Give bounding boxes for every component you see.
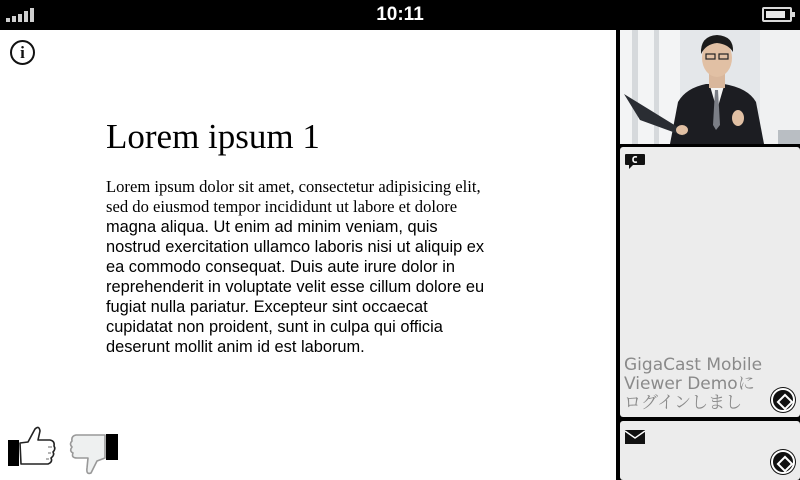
mail-icon	[625, 430, 645, 444]
slide-body-line: reprehenderit in voluptate velit esse cillum dolore eu	[106, 278, 485, 296]
chat-panel	[620, 147, 800, 417]
presenter-video-icon	[620, 30, 800, 144]
slide-body-line: Lorem ipsum dolor sit amet, consectetur adipisicing elit,	[106, 177, 481, 196]
mail-panel	[620, 421, 800, 480]
chat-bubble-icon	[624, 152, 646, 170]
chat-message-line: Viewer Demoに	[624, 374, 755, 394]
slide-body-line: sed do eiusmod tempor incididunt ut labore et dolore	[106, 197, 458, 216]
info-icon[interactable]: i	[10, 40, 35, 65]
slide-body-line: magna aliqua. Ut enim ad minim veniam, quis	[106, 218, 438, 236]
slide-body-line: ea commodo consequat. Duis aute irure dolor in	[106, 258, 455, 276]
slide-body-line: cupidatat non proident, sunt in culpa qui officia	[106, 318, 443, 336]
chat-message-line: ログインしまし	[624, 393, 743, 413]
slide-title: Lorem ipsum 1	[106, 117, 320, 156]
chat-open-button[interactable]	[771, 388, 795, 412]
slide-body	[106, 177, 526, 357]
thumbs-up-icon[interactable]	[8, 426, 58, 468]
presenter-video[interactable]	[620, 30, 800, 144]
battery-icon	[762, 7, 792, 22]
slide-body-line: nostrud exercitation ullamco laboris nisi ut aliquip ex	[106, 238, 485, 256]
slide-body-line: fugiat nulla pariatur. Excepteur sint occaecat	[106, 298, 428, 316]
slide-panel	[0, 30, 616, 480]
thumbs-down-icon[interactable]	[68, 430, 120, 476]
mail-open-button[interactable]	[771, 450, 795, 474]
slide-body-line: deserunt mollit anim id est laborum.	[106, 338, 365, 356]
battery-level	[766, 11, 785, 18]
chat-message-line: GigaCast Mobile	[624, 356, 763, 375]
status-bar	[0, 0, 800, 30]
status-time: 10:11	[376, 4, 424, 25]
